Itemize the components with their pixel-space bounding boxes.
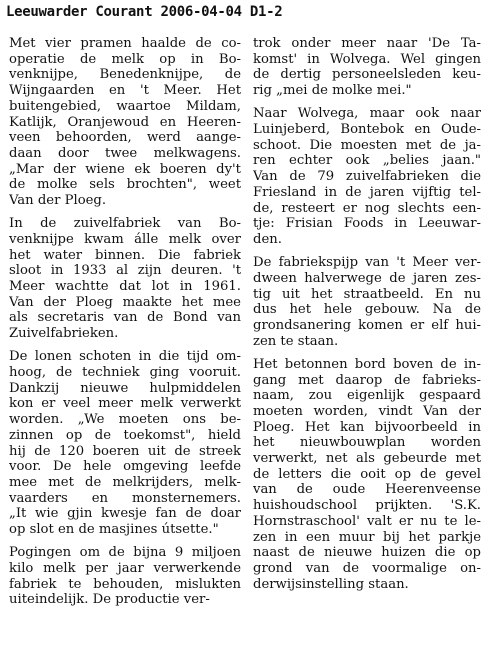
text-line: huishoudschool prijkten. 'S.K.: [253, 498, 481, 514]
text-line: „It wie gjin kwesje fan de doar: [9, 506, 241, 522]
text-line: gang met daarop de fabrieks-: [253, 372, 481, 388]
text-line: de molke sels brochten", weet: [9, 177, 241, 193]
text-line: veen behoorden, werd aange-: [9, 130, 241, 146]
text-line: Luinjeberd, Bontebok en Oude-: [253, 122, 481, 138]
text-line: de letters die ooit op de gevel: [253, 466, 481, 482]
text-line: trok onder meer naar 'De Ta-: [253, 36, 481, 51]
newspaper-header: Leeuwarder Courant 2006-04-04 D1-2: [6, 4, 283, 20]
text-line: naast de nieuwe huizen die op: [253, 545, 481, 561]
text-line: „Mar der wiene ek boeren dy't: [9, 161, 241, 177]
text-line: venknijpe kwam álle melk over: [9, 231, 241, 247]
text-line: het nieuwbouwplan worden: [253, 435, 481, 451]
text-line: Friesland in de jaren vijftig tel-: [253, 184, 481, 200]
text-line: Met vier pramen haalde de co-: [9, 36, 241, 51]
text-line: operatie de melk op in Bo-: [9, 51, 241, 67]
text-line: schoot. Die moesten met de ja-: [253, 137, 481, 153]
text-line: Meer wachtte dat lot in 1961.: [9, 279, 241, 295]
text-line: ren echter ook „belies jaan.": [253, 153, 481, 169]
text-line: het water binnen. Die fabriek: [9, 247, 241, 263]
text-line: Zuivelfabrieken.: [9, 326, 119, 342]
text-line: Hornstraschool' valt er nu te le-: [253, 513, 481, 529]
text-line: mee met de melkrijders, melk-: [9, 474, 241, 490]
article-paragraph: [9, 545, 241, 608]
article-paragraph: [253, 357, 481, 593]
text-line: voor. De hele omgeving leefde: [9, 459, 241, 475]
text-line: hij de 120 boeren uit de streek: [9, 443, 241, 459]
text-line: Pogingen om de bijna 9 miljoen: [9, 545, 241, 561]
text-line: grondsanering komen er elf hui-: [253, 317, 481, 333]
text-line: daan door twee melkwagens.: [9, 145, 241, 161]
article-paragraph: [9, 36, 241, 209]
text-line: dween halverwege de jaren zes-: [253, 270, 481, 286]
text-line: Van de 79 zuivelfabrieken die: [253, 169, 481, 185]
text-line: zinnen op de toekomst", hield: [9, 427, 241, 443]
text-line: zen in een muur bij het parkje: [253, 529, 481, 545]
text-line: Naar Wolvega, maar ook naar: [253, 106, 481, 122]
text-line: hoog, de techniek ging vooruit.: [9, 365, 241, 381]
text-line: kon er veel meer melk verwerkt: [9, 396, 241, 412]
text-line: rig „mei de molke mei.": [253, 83, 412, 99]
text-line: Van der Ploeg maakte het mee: [9, 294, 241, 310]
text-line: komst' in Wolvega. Wel gingen: [253, 51, 481, 67]
text-line: Wijngaarden en 't Meer. Het: [9, 83, 241, 99]
text-line: de, resteert er nog slechts een-: [253, 200, 481, 216]
article-paragraph: [253, 36, 481, 99]
text-line: verwerkt, net als gebeurde met: [253, 451, 481, 467]
text-line: De fabriekspijp van 't Meer ver-: [253, 255, 481, 271]
text-line: Katlijk, Oranjewoud en Heeren-: [9, 114, 241, 130]
text-line: op slot en de masjines útsette.": [9, 522, 219, 538]
text-line: Ploeg. Het kan bijvoorbeeld in: [253, 419, 481, 435]
text-line: grond van de voormalige on-: [253, 561, 481, 576]
text-line: fabriek te behouden, mislukten: [9, 576, 241, 592]
article-paragraph: [9, 216, 241, 342]
text-line: venknijpe, Benedenknijpe, de: [9, 67, 241, 83]
text-line: De lonen schoten in die tijd om-: [9, 349, 241, 365]
text-line: Het betonnen bord boven de in-: [253, 356, 481, 372]
article-paragraph: [253, 255, 481, 349]
text-line: moeten worden, vindt Van der: [253, 403, 481, 419]
article-paragraph: [253, 106, 481, 247]
text-line: de dertig personeelsleden keu-: [253, 67, 481, 83]
text-line: tig uit het straatbeeld. En nu: [253, 286, 481, 302]
text-line: sloot in 1933 al zijn deuren. 't: [9, 263, 241, 279]
text-line: van de oude Heerenveense: [253, 482, 481, 498]
text-line: zen te staan.: [253, 333, 339, 349]
text-line: naam, zou eigenlijk gespaard: [253, 388, 481, 404]
text-line: den.: [253, 231, 282, 247]
text-line: uiteindelijk. De productie ver-: [9, 592, 210, 608]
text-line: Van der Ploeg.: [9, 193, 107, 209]
text-line: In de zuivelfabriek van Bo-: [9, 216, 241, 232]
text-line: buitengebied, waartoe Mildam,: [9, 98, 241, 114]
text-line: dus het hele gebouw. Na de: [253, 302, 481, 318]
text-line: vaarders en monsternemers.: [9, 490, 241, 506]
article-column-left: [9, 36, 241, 616]
text-line: worden. „We moeten ons be-: [9, 412, 241, 428]
text-line: tje: Frisian Foods in Leeuwar-: [253, 216, 481, 232]
article-paragraph: [9, 349, 241, 537]
text-line: als secretaris van de Bond van: [9, 310, 241, 326]
text-line: derwijsinstelling staan.: [253, 576, 409, 592]
text-line: Dankzij nieuwe hulpmiddelen: [9, 380, 241, 396]
text-line: kilo melk per jaar verwerkende: [9, 561, 241, 576]
article-column-right: [253, 36, 481, 600]
